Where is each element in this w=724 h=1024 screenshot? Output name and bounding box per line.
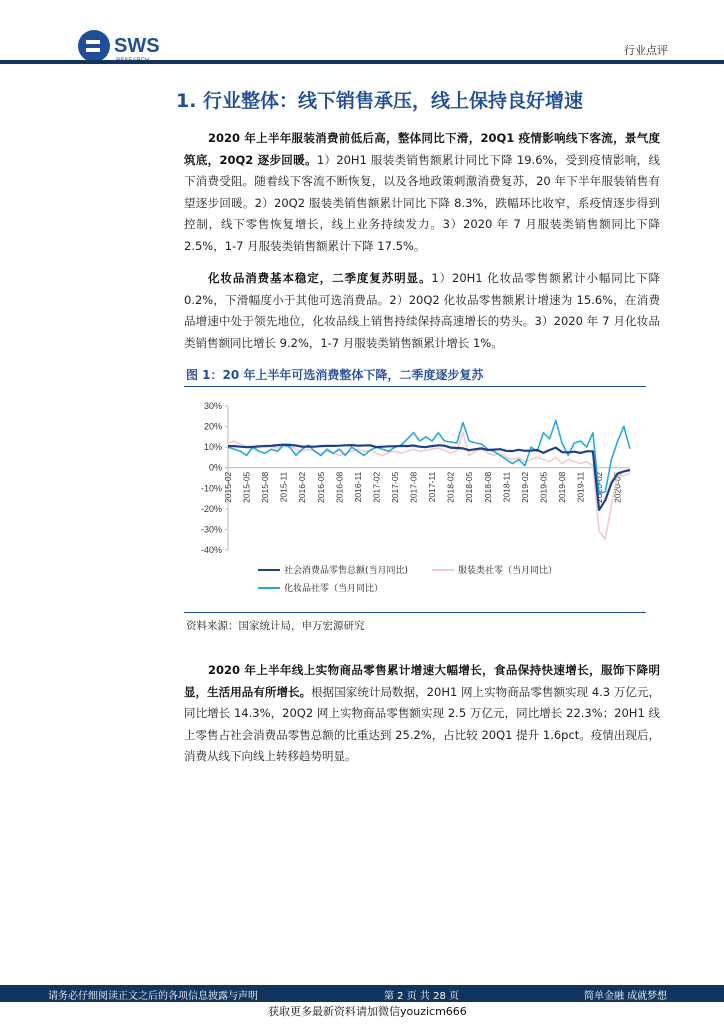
y-tick-label: 10% (203, 442, 222, 453)
x-tick-label: 2017-05 (389, 471, 400, 503)
paragraph-cosmetics (184, 268, 660, 354)
x-tick-label: 2017-08 (408, 471, 419, 503)
x-tick-label: 2015-02 (223, 471, 233, 503)
x-tick-label: 2016-02 (297, 471, 308, 503)
brand-text: SWS (114, 35, 160, 57)
x-tick-label: 2018-08 (482, 471, 493, 503)
section-title: 1. 行业整体：线下销售承压，线上保持良好增速 (176, 90, 584, 112)
figure-title: 图 1：20 年上半年可选消费整体下降，二季度逐步复苏 (186, 368, 484, 382)
y-tick-label: 0% (208, 462, 222, 473)
figure-rule-bottom (184, 612, 646, 613)
paragraph-cosmetics-body: 1）20H1 化妆品零售额累计小幅同比下降 0.2%，下滑幅度小于其他可选消费品。2）20Q2 化妆品零售额累计增速为 15.6%，在消费品增速中处于领先地位，化妆品线上销售持续保持高速增长的势头。3）2020 年 7 月化妆品类销售额同比增长 9.2%，1-7 月服装类销售额累计增长 1%。 (184, 271, 660, 350)
x-tick-label: 2019-11 (575, 471, 586, 503)
legend-label: 服装类社零（当月同比） (458, 566, 558, 576)
figure-source: 资料来源：国家统计局，申万宏源研究 (186, 620, 365, 632)
header-category: 行业点评 (624, 44, 668, 57)
y-tick-label: -30% (200, 524, 222, 535)
y-tick-label: -10% (200, 483, 222, 494)
x-tick-label: 2018-11 (501, 471, 512, 503)
x-tick-label: 2020-02 (594, 471, 605, 503)
x-tick-label: 2016-05 (315, 471, 326, 503)
x-tick-label: 2015-05 (241, 471, 252, 503)
x-tick-label: 2019-05 (538, 471, 549, 503)
paragraph-apparel-body: 1）20H1 服装类销售额累计同比下降 19.6%，受到疫情影响，线下消费受阻。随着线下客流不断恢复，以及各地政策刺激消费复苏，20 年下半年服装销售有望逐步回暖。2）20Q2 服装类销售额累计同比下降 8.3%，跌幅环比收窄，系疫情逐步得到控制，线下零售恢复增长，线上业务持续发力。3）2020 年 7 月服装类销售额同比下降 2.5%，1-7 月服装类销售额累计下降 17.5%。 (184, 152, 660, 253)
paragraph-cosmetics-lead: 化妆品消费基本稳定，二季度复苏明显。 (208, 271, 432, 285)
x-tick-label: 2015-08 (260, 471, 271, 503)
y-tick-label: -40% (200, 545, 222, 555)
x-tick-label: 2018-02 (445, 471, 456, 503)
x-tick-label: 2017-02 (371, 471, 382, 503)
legend-label: 化妆品社零（当月同比） (284, 584, 384, 594)
legend-label: 社会消费品零售总额(当月同比) (284, 566, 409, 576)
x-tick-label: 2015-11 (278, 471, 289, 503)
x-tick-label: 2019-08 (556, 471, 567, 503)
figure-rule-top (184, 386, 646, 387)
retail-growth-chart (184, 390, 646, 610)
paragraph-apparel (184, 128, 660, 257)
x-tick-label: 2017-11 (427, 471, 438, 503)
footer-disclaimer: 请务必仔细阅读正文之后的各项信息披露与声明 (48, 991, 258, 1002)
x-tick-label: 2020-05 (612, 471, 623, 503)
paragraph-online-body: 根据国家统计局数据，20H1 网上实物商品零售额实现 4.3 万亿元，同比增长 14.3%，20Q2 网上实物商品零售额实现 2.5 万亿元，同比增长 22.3%；20H1 线上零售占社会消费品零售总额的比重达到 25.2%，占比较 20Q1 提升 1.6pct。疫情出现后，消费从线下向线上转移趋势明显。 (184, 684, 660, 763)
paragraph-online (184, 660, 660, 768)
y-tick-label: 20% (203, 421, 222, 432)
watermark-text: 获取更多最新资料请加微信youzicm666 (268, 1005, 467, 1018)
footer-slogan: 简单金融 成就梦想 (584, 991, 668, 1002)
x-tick-label: 2019-02 (519, 471, 530, 503)
y-tick-label: -20% (200, 503, 222, 514)
y-tick-label: 30% (203, 401, 222, 411)
footer-page-number: 第 2 页 共 28 页 (384, 991, 459, 1002)
paragraph-online-lead: 2020 年上半年线上实物商品零售累计增速大幅增长，食品保持快速增长，服饰下降明显，生活用品有所增长。 (184, 663, 660, 699)
paragraph-apparel-lead: 2020 年上半年服装消费前低后高，整体同比下滑，20Q1 疫情影响线下客流，景气度筑底，20Q2 逐步回暖。 (184, 131, 660, 167)
x-tick-label: 2018-05 (464, 471, 475, 503)
x-tick-label: 2016-11 (352, 471, 363, 503)
x-tick-label: 2016-08 (334, 471, 345, 503)
header-rule (0, 60, 724, 64)
